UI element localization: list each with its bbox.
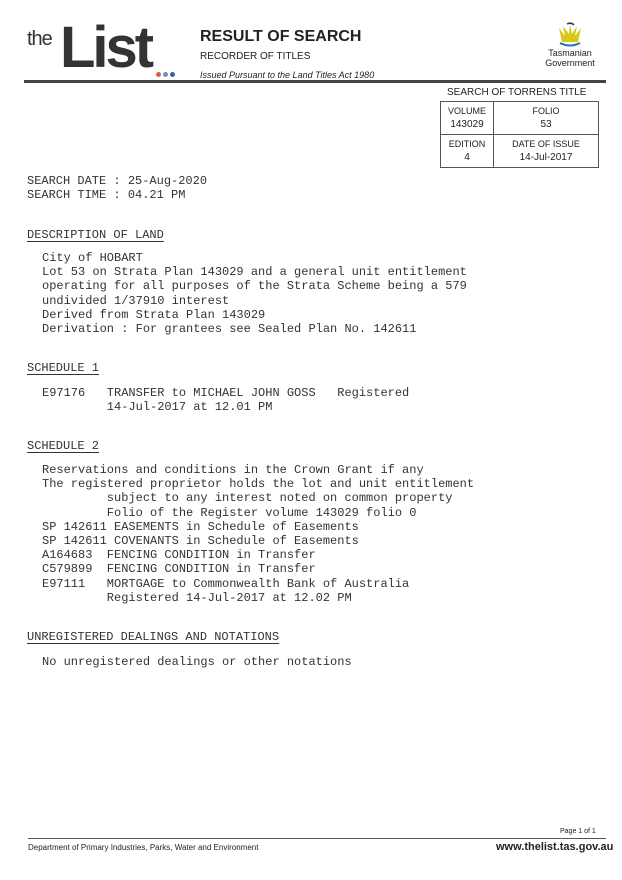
schedule2-line: SP 142611 COVENANTS in Schedule of Easements: [42, 534, 359, 549]
department-name: Department of Primary Industries, Parks, Water and Environment: [28, 843, 259, 852]
schedule2-line: Folio of the Register volume 143029 folio 0: [42, 505, 417, 520]
description-line: City of HOBART: [42, 251, 143, 265]
schedule1-line: E97176 TRANSFER to MICHAEL JOHN GOSS Registered: [42, 386, 410, 400]
torrens-title-heading: SEARCH OF TORRENS TITLE: [447, 87, 587, 98]
volume-value: 143029: [450, 119, 484, 130]
edition-label: EDITION: [448, 139, 486, 149]
logo-dot-icon: [156, 72, 161, 77]
schedule2-line: The registered proprietor holds the lot and unit entitlement: [42, 477, 475, 492]
schedule2-line: E97111 MORTGAGE to Commonwealth Bank of Australia: [42, 576, 410, 591]
tasmanian-government-logo: [540, 22, 600, 68]
schedule2-heading: SCHEDULE 2: [27, 439, 100, 453]
folio-value: 53: [540, 119, 552, 130]
schedule2-line: A164683 FENCING CONDITION in Transfer: [42, 548, 316, 563]
logo-list: List: [60, 15, 152, 80]
schedule2-line: Reservations and conditions in the Crown Grant if any: [42, 463, 424, 477]
description-heading: DESCRIPTION OF LAND: [27, 228, 164, 242]
logo-dot-icon: [163, 72, 168, 77]
logo-the: the: [27, 28, 52, 50]
description-body: [42, 251, 467, 336]
folio-label: FOLIO: [532, 106, 560, 116]
date-of-issue-label: DATE OF ISSUE: [512, 139, 580, 149]
schedule1-body: [42, 386, 409, 414]
website-link[interactable]: www.thelist.tas.gov.au: [496, 841, 614, 853]
schedule2-line: subject to any interest noted on common property: [42, 491, 453, 506]
gov-line2: Government: [545, 58, 595, 68]
unregistered-line: No unregistered dealings or other notations: [42, 655, 352, 669]
thylacine-emblem-icon: [555, 22, 585, 48]
document-title: RESULT OF SEARCH: [200, 28, 362, 45]
description-line: operating for all purposes of the Strata Scheme being a 579: [42, 279, 467, 294]
schedule2-line: SP 142611 EASEMENTS in Schedule of Easements: [42, 519, 359, 534]
search-time: SEARCH TIME : 04.21 PM: [27, 188, 186, 202]
header-divider: [24, 80, 606, 83]
description-line: undivided 1/37910 interest: [42, 293, 230, 308]
volume-label: VOLUME: [447, 106, 486, 116]
logo-dot-icon: [170, 72, 175, 77]
search-date: SEARCH DATE : 25-Aug-2020: [27, 174, 208, 188]
schedule2-body: [42, 463, 474, 605]
footer-divider: [28, 838, 606, 839]
date-of-issue-value: 14-Jul-2017: [519, 152, 573, 163]
unregistered-heading: UNREGISTERED DEALINGS AND NOTATIONS: [27, 630, 280, 644]
page-number: Page 1 of 1: [560, 828, 596, 835]
document-subtitle: RECORDER OF TITLES: [200, 51, 311, 62]
gov-line1: Tasmanian: [548, 48, 592, 58]
title-reference-table: [440, 101, 599, 168]
schedule2-line: Registered 14-Jul-2017 at 12.02 PM: [42, 590, 352, 605]
schedule1-heading: SCHEDULE 1: [27, 361, 100, 375]
description-line: Derivation : For grantees see Sealed Plan No. 142611: [42, 322, 417, 337]
schedule2-line: C579899 FENCING CONDITION in Transfer: [42, 562, 316, 577]
edition-value: 4: [464, 152, 470, 163]
schedule1-line: 14-Jul-2017 at 12.01 PM: [42, 400, 273, 415]
description-line: Derived from Strata Plan 143029: [42, 307, 266, 322]
issued-statement: Issued Pursuant to the Land Titles Act 1980: [200, 70, 375, 80]
description-line: Lot 53 on Strata Plan 143029 and a general unit entitlement: [42, 265, 467, 280]
